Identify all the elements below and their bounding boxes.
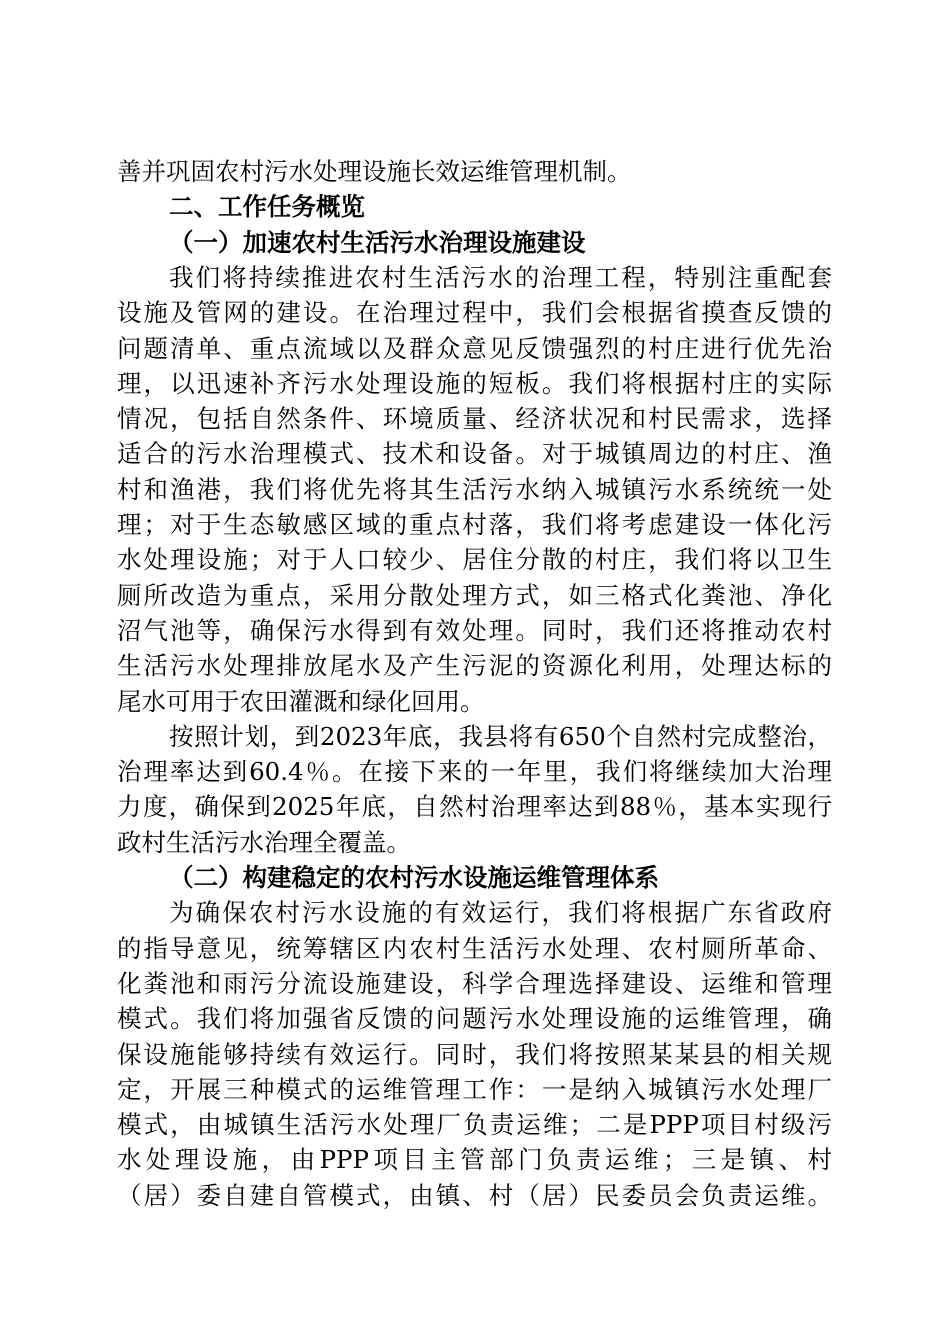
body-text-line: 理，以迅速补齐污水处理设施的短板。我们将根据村庄的实际: [117, 369, 832, 398]
body-text-line: 治理率达到60.4％。在接下来的一年里，我们将继续加大治理: [117, 757, 832, 786]
body-text-line: 设施及管网的建设。在治理过程中，我们会根据省摸查反馈的: [117, 298, 832, 327]
body-text-line: 沼气池等，确保污水得到有效处理。同时，我们还将推动农村: [117, 616, 832, 645]
body-text-line: 村和渔港，我们将优先将其生活污水纳入城镇污水系统统一处: [117, 475, 832, 504]
body-text-line: 问题清单、重点流域以及群众意见反馈强烈的村庄进行优先治: [117, 334, 832, 363]
body-text-line: 模式，由城镇生活污水处理厂负责运维；二是PPP项目村级污: [117, 1110, 832, 1139]
body-text-line: 善并巩固农村污水处理设施长效运维管理机制。: [117, 157, 632, 186]
body-text-line: 保设施能够持续有效运行。同时，我们将按照某某县的相关规: [117, 1040, 832, 1069]
body-text-line: （居）委自建自管模式，由镇、村（居）民委员会负责运维。: [117, 1181, 832, 1210]
body-text-line: 情况，包括自然条件、环境质量、经济状况和村民需求，选择: [117, 404, 832, 433]
body-text-line: 定，开展三种模式的运维管理工作：一是纳入城镇污水处理厂: [117, 1075, 832, 1104]
body-text-line: 理；对于生态敏感区域的重点村落，我们将考虑建设一体化污: [117, 510, 832, 539]
body-text-line: 的指导意见，统筹辖区内农村生活污水处理、农村厕所革命、: [117, 934, 832, 963]
body-text-line: 生活污水处理排放尾水及产生污泥的资源化利用，处理达标的: [117, 651, 832, 680]
section-heading: 二、工作任务概览: [169, 192, 365, 221]
body-text-line: 水处理设施；对于人口较少、居住分散的村庄，我们将以卫生: [117, 545, 832, 574]
body-text-line: 按照计划，到2023年底，我县将有650个自然村完成整治，: [169, 722, 832, 751]
body-text-line: 力度，确保到2025年底，自然村治理率达到88％，基本实现行: [117, 792, 832, 821]
body-text-line: 尾水可用于农田灌溉和绿化回用。: [117, 687, 485, 716]
body-text-line: 适合的污水治理模式、技术和设备。对于城镇周边的村庄、渔: [117, 439, 832, 468]
body-text-line: 我们将持续推进农村生活污水的治理工程，特别注重配套: [169, 263, 832, 292]
section-heading: （一）加速农村生活污水治理设施建设: [169, 228, 586, 257]
body-text-line: 模式。我们将加强省反馈的问题污水处理设施的运维管理，确: [117, 1004, 832, 1033]
body-text-line: 政村生活污水治理全覆盖。: [117, 828, 411, 857]
body-text-line: 厕所改造为重点，采用分散处理方式，如三格式化粪池、净化: [117, 581, 832, 610]
section-heading: （二）构建稳定的农村污水设施运维管理体系: [169, 863, 659, 892]
body-text-line: 为确保农村污水设施的有效运行，我们将根据广东省政府: [169, 898, 832, 927]
body-text-line: 化粪池和雨污分流设施建设，科学合理选择建设、运维和管理: [117, 969, 832, 998]
body-text-line: 水处理设施，由PPP项目主管部门负责运维；三是镇、村: [117, 1145, 832, 1174]
